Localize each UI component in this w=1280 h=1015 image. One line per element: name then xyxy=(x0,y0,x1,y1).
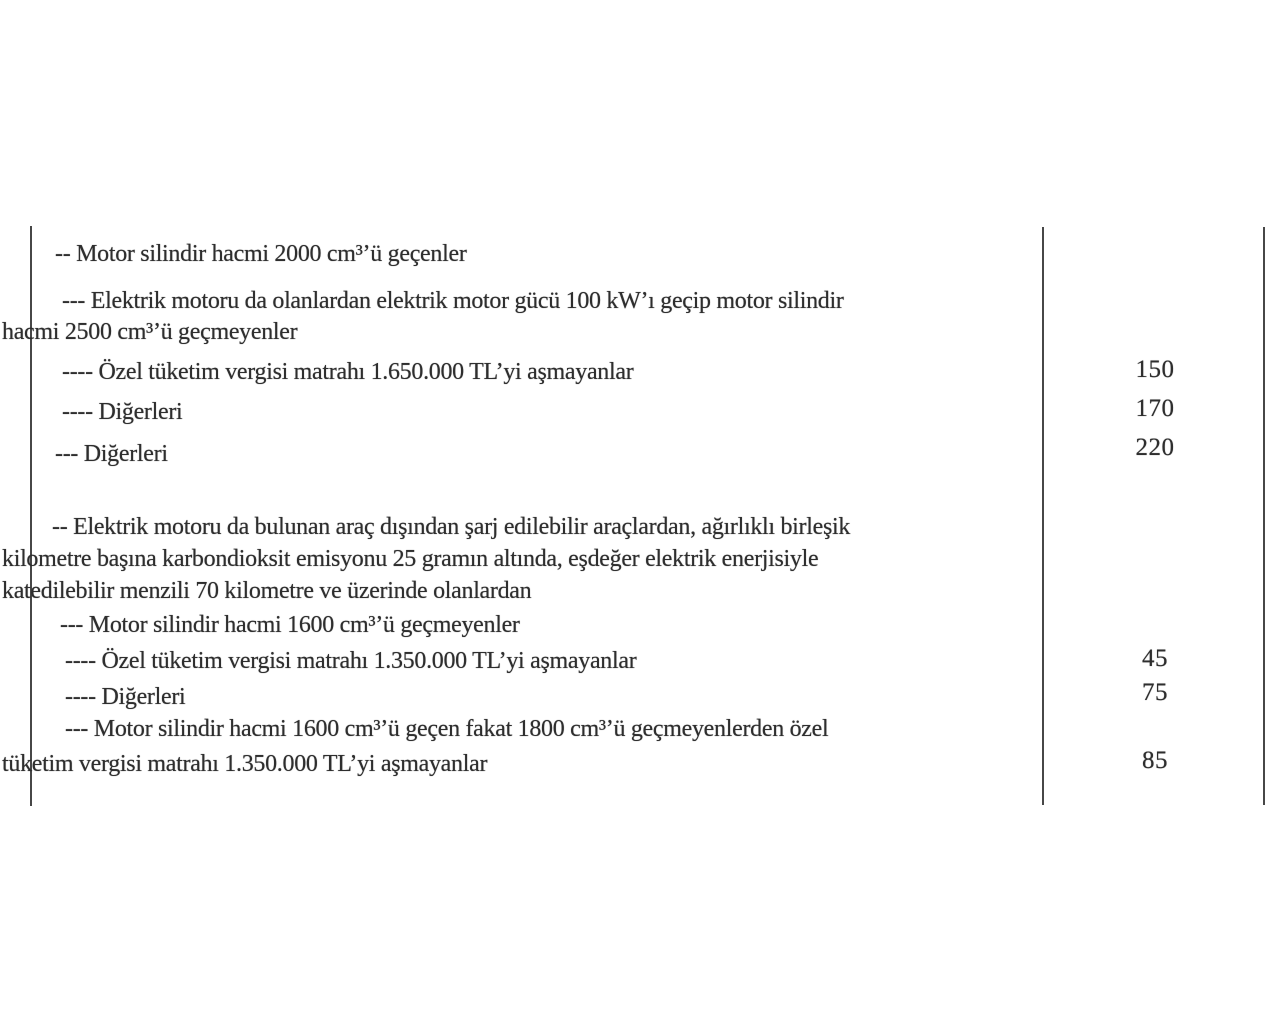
text-line-motor-1600-1800: --- Motor silindir hacmi 1600 cm³’ü geçen fakat 1800 cm³’ü geçmeyenlerden özel xyxy=(65,716,829,742)
text-line-matrah-1350000: ---- Özel tüketim vergisi matrahı 1.350.000 TL’yi aşmayanlar xyxy=(65,648,637,674)
text-line-sarj-edilebilir-1: -- Elektrik motoru da bulunan araç dışından şarj edilebilir araçlardan, ağırlıklı birleşik xyxy=(52,514,851,540)
table-left-border xyxy=(30,226,32,806)
rate-value-85: 85 xyxy=(1142,747,1168,774)
text-line-sarj-edilebilir-2: kilometre başına karbondioksit emisyonu 25 gramın altında, eşdeğer elektrik enerjisiyle xyxy=(2,546,819,572)
text-line-digerleri-1: ---- Diğerleri xyxy=(62,399,183,425)
text-line-digerleri-2: --- Diğerleri xyxy=(55,441,168,467)
text-line-elektrik-100kw: --- Elektrik motoru da olanlardan elektrik motor gücü 100 kW’ı geçip motor silindir xyxy=(62,288,844,314)
rate-value-150: 150 xyxy=(1135,356,1175,383)
rate-value-75: 75 xyxy=(1142,679,1168,706)
text-line-matrah-1650000: ---- Özel tüketim vergisi matrahı 1.650.000 TL’yi aşmayanlar xyxy=(62,359,634,385)
rate-value-170: 170 xyxy=(1135,395,1175,422)
text-line-digerleri-3: ---- Diğerleri xyxy=(65,684,186,710)
table-right-border xyxy=(1263,227,1265,805)
table-column-divider xyxy=(1042,227,1044,805)
text-line-sarj-edilebilir-3: katedilebilir menzili 70 kilometre ve üzerinde olanlardan xyxy=(2,578,532,604)
text-line-motor-2000: -- Motor silindir hacmi 2000 cm³’ü geçenler xyxy=(55,241,467,267)
rate-value-220: 220 xyxy=(1135,434,1175,461)
text-line-tuketim-matrah: tüketim vergisi matrahı 1.350.000 TL’yi aşmayanlar xyxy=(2,751,488,777)
rate-value-45: 45 xyxy=(1142,645,1168,672)
text-line-hacmi-2500: hacmi 2500 cm³’ü geçmeyenler xyxy=(2,319,298,345)
text-line-motor-1600: --- Motor silindir hacmi 1600 cm³’ü geçmeyenler xyxy=(60,612,520,638)
